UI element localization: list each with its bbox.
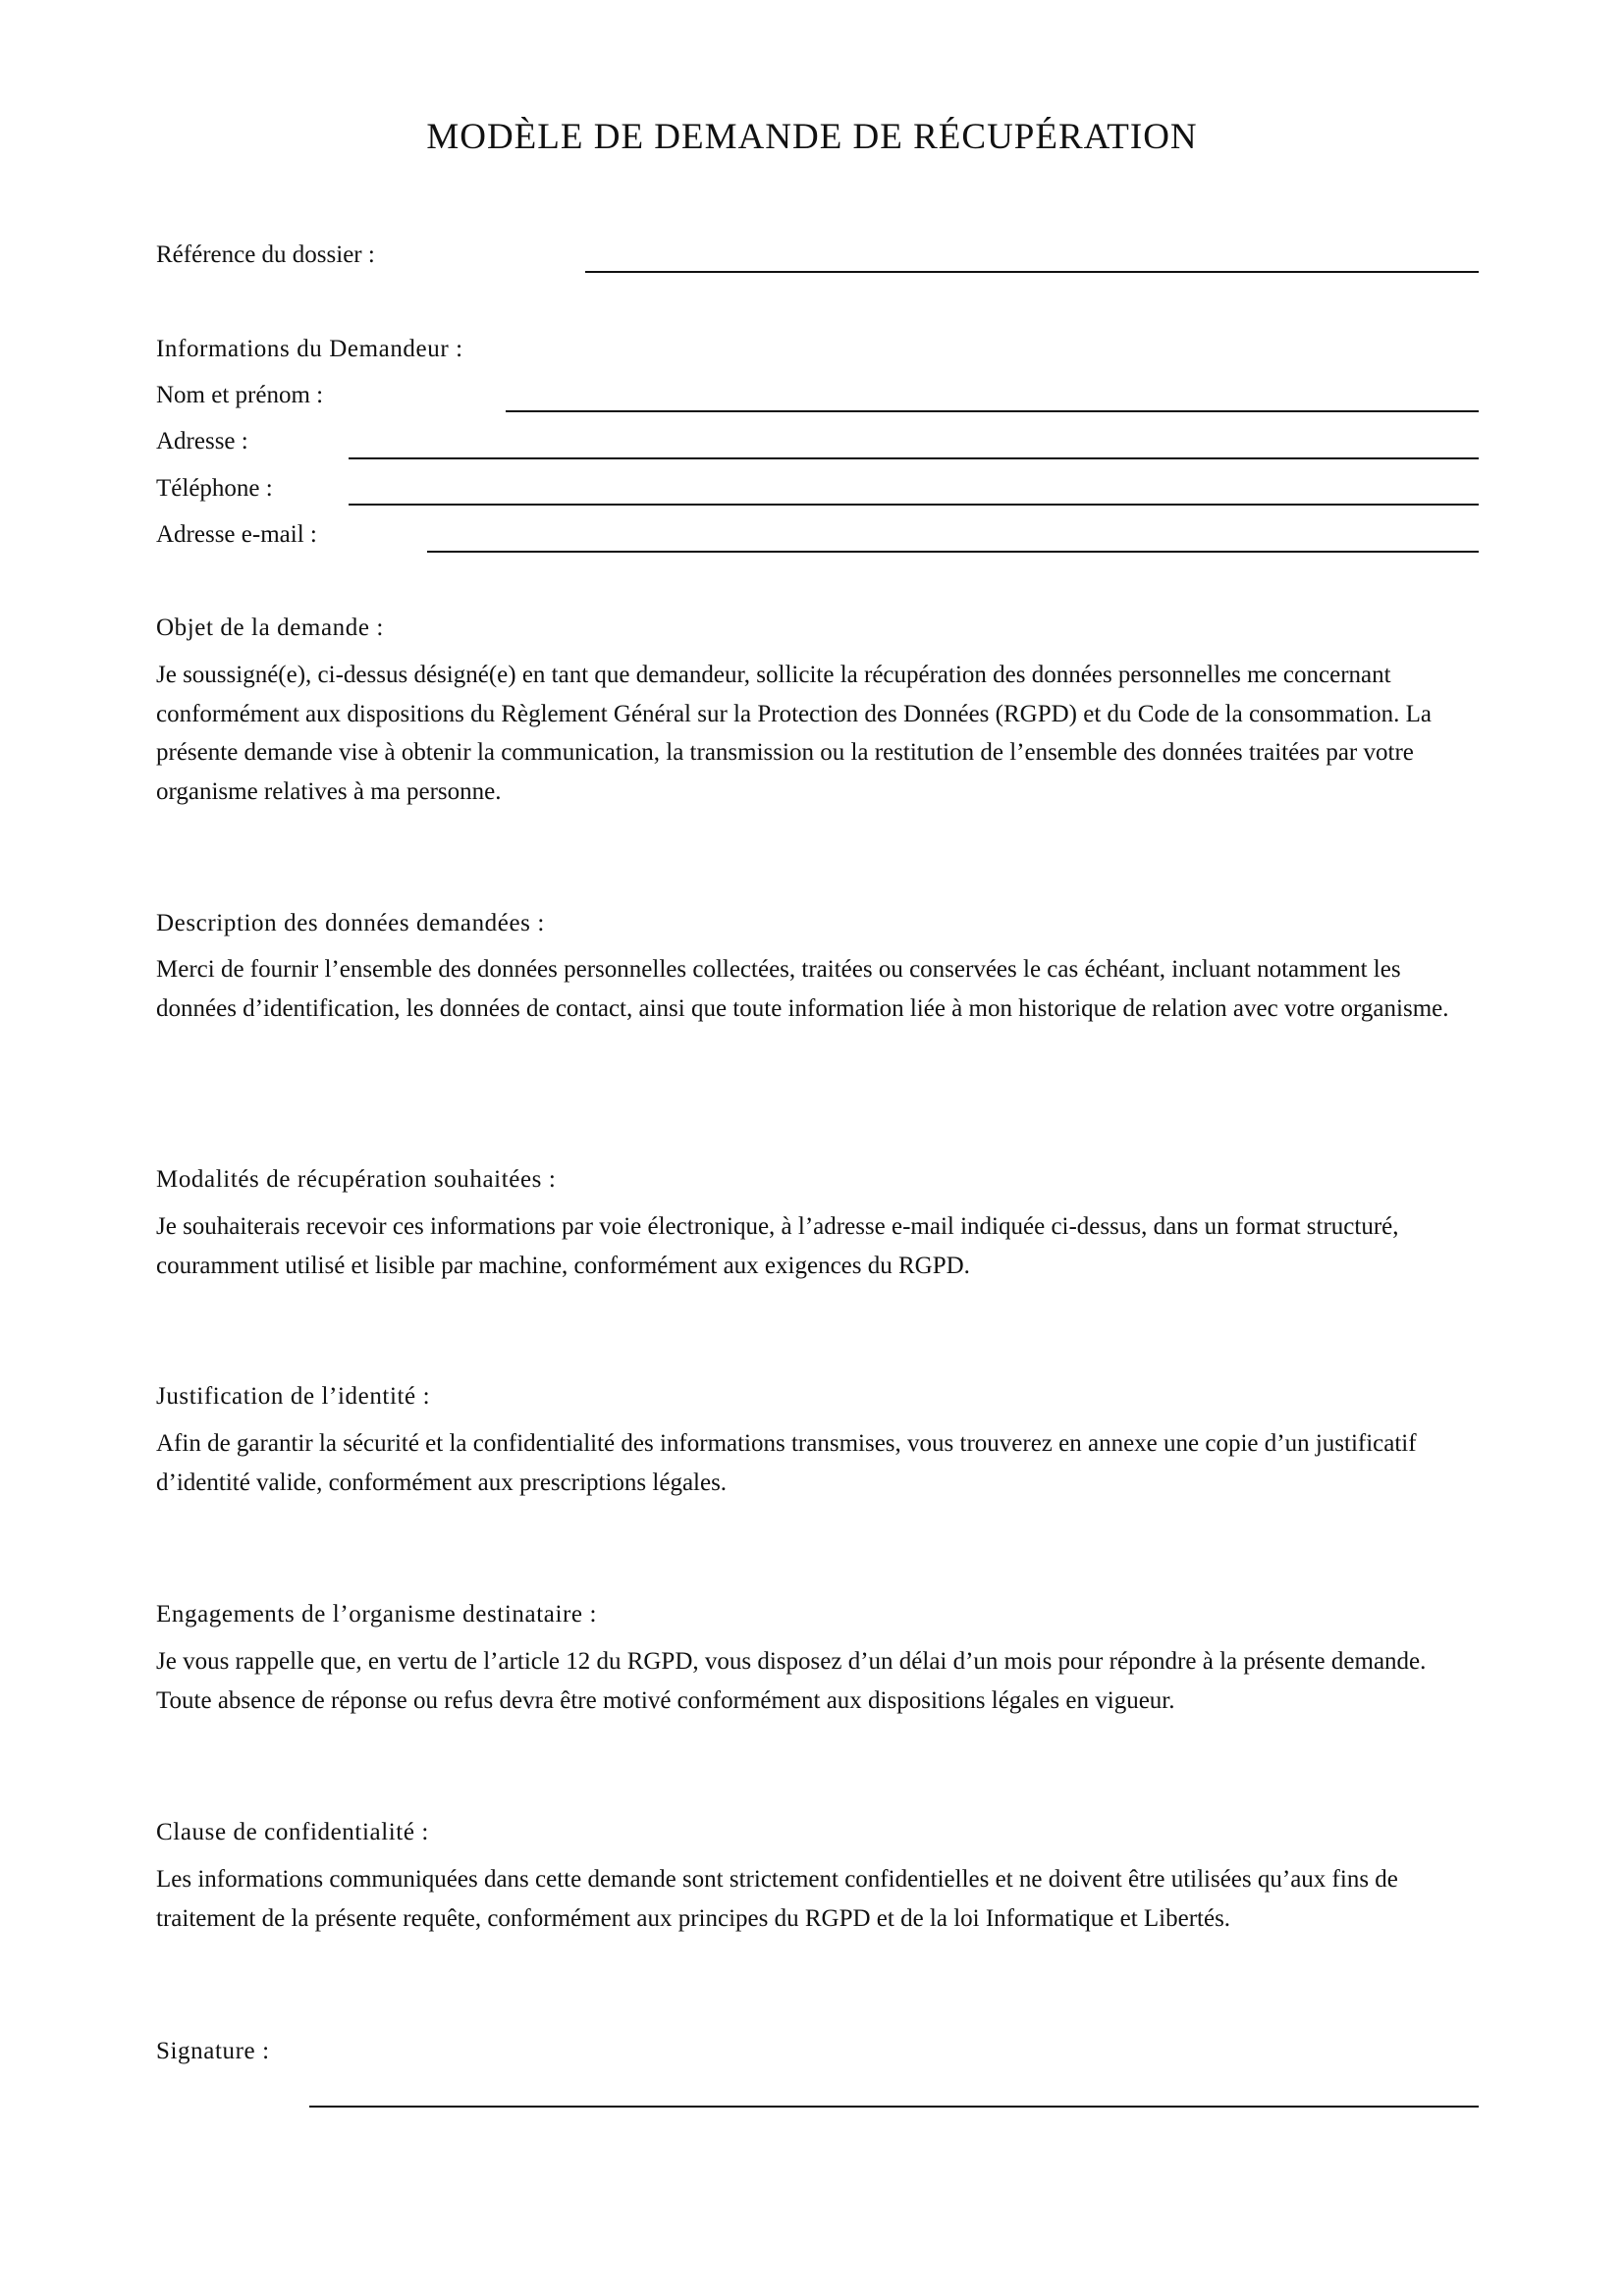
signature-field[interactable] xyxy=(309,2106,1479,2108)
email-field[interactable] xyxy=(427,551,1479,553)
reference-label: Référence du dossier : xyxy=(156,241,375,268)
section-text-commitments: Je vous rappelle que, en vertu de l’article 12 du RGPD, vous disposez d’un délai d’un mois pour répondre à la présente demande. Toute absence de réponse ou refus devra être motivé conformément aux dispositions légales en vigueur. xyxy=(156,1648,1427,1714)
phone-label: Téléphone : xyxy=(156,475,273,502)
phone-field[interactable] xyxy=(349,504,1479,506)
email-label: Adresse e-mail : xyxy=(156,521,317,548)
section-heading-modalities: Modalités de récupération souhaitées : xyxy=(156,1166,557,1193)
section-heading-object: Objet de la demande : xyxy=(156,614,384,641)
section-heading-identity: Justification de l’identité : xyxy=(156,1383,431,1410)
signature-label: Signature : xyxy=(156,2038,270,2064)
section-heading-description: Description des données demandées : xyxy=(156,910,545,936)
section-text-description: Merci de fournir l’ensemble des données personnelles collectées, traitées ou conservées le cas échéant, incluant notamment les données d’identification, les données de contact, ainsi que toute information liée à mon historique de relation avec votre organisme. xyxy=(156,956,1449,1022)
section-text-object: Je soussigné(e), ci-dessus désigné(e) en tant que demandeur, sollicite la récupération des données personnelles me concernant conformément aux dispositions du Règlement Général sur la Protection des Données (RGPD) et du Code de la consommation. La présente demande vise à obtenir la communication, la transmission ou la restitution de l’ensemble des données traitées par votre organisme relatives à ma personne. xyxy=(156,662,1433,805)
address-label: Adresse : xyxy=(156,428,248,454)
section-text-confidentiality: Les informations communiquées dans cette demande sont strictement confidentielles et ne doivent être utilisées qu’aux fins de traitement de la présente requête, conformément aux principes du RGPD et de la loi Informatique et Libertés. xyxy=(156,1866,1398,1932)
section-text-modalities: Je souhaiterais recevoir ces informations par voie électronique, à l’adresse e-mail indiquée ci-dessus, dans un format structuré, couramment utilisé et lisible par machine, conformément aux exigences du RGPD. xyxy=(156,1213,1399,1279)
section-heading-confidentiality: Clause de confidentialité : xyxy=(156,1819,429,1845)
section-heading-commitments: Engagements de l’organisme destinataire : xyxy=(156,1601,598,1628)
applicant-heading: Informations du Demandeur : xyxy=(156,336,463,362)
name-field[interactable] xyxy=(506,410,1479,412)
address-field[interactable] xyxy=(349,457,1479,459)
section-text-identity: Afin de garantir la sécurité et la confidentialité des informations transmises, vous trouverez en annexe une copie d’un justificatif d’identité valide, conformément aux prescriptions légales. xyxy=(156,1430,1417,1496)
reference-field[interactable] xyxy=(585,271,1479,273)
name-label: Nom et prénom : xyxy=(156,382,324,408)
document-title: MODÈLE DE DEMANDE DE RÉCUPÉRATION xyxy=(426,117,1198,157)
